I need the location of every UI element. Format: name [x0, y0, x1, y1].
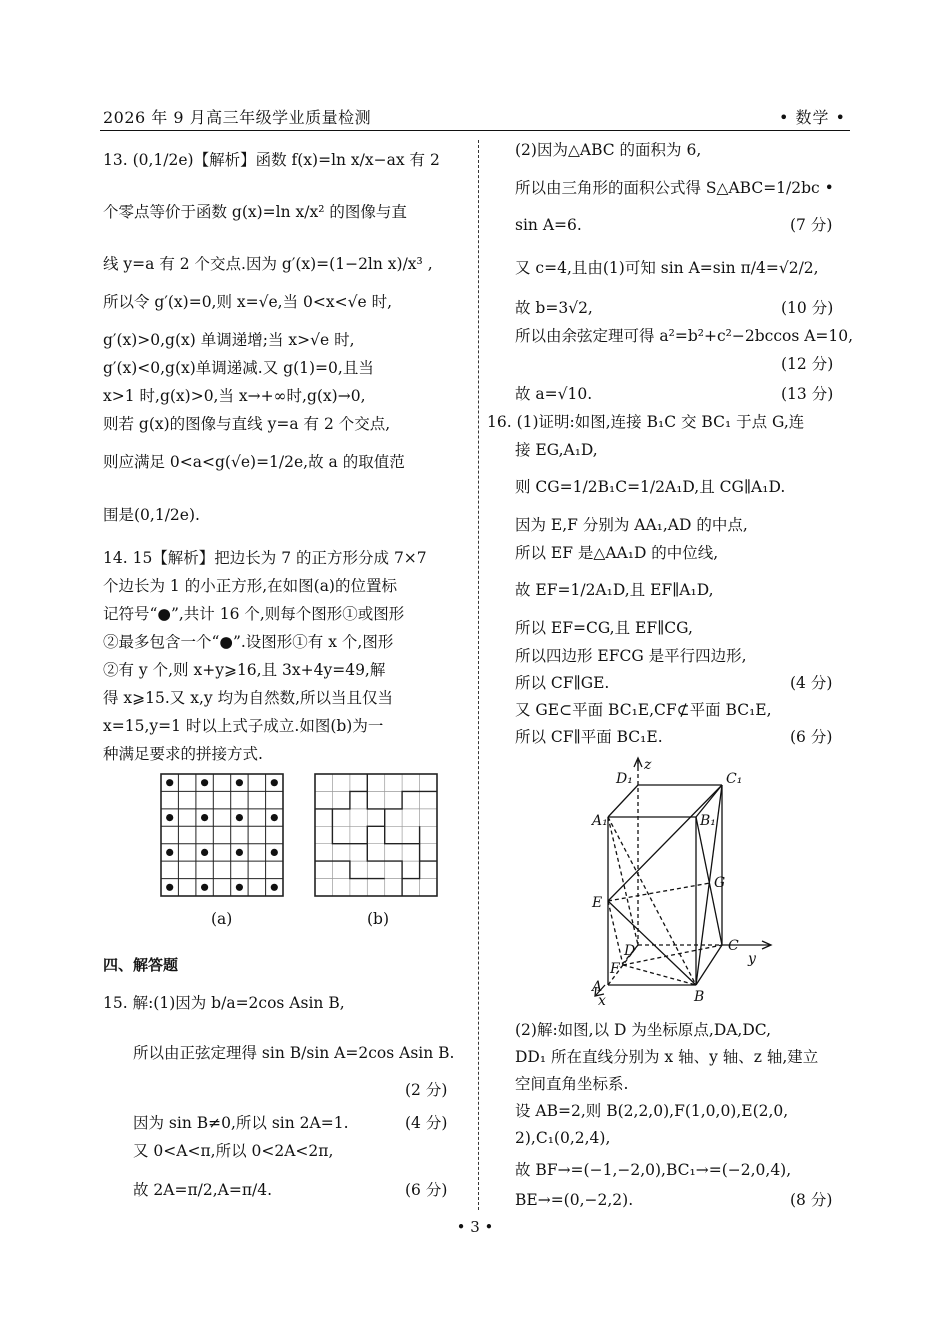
q14-line-1: 14. 15【解析】把边长为 7 的正方形分成 7×7 [103, 549, 427, 567]
q15-score-3: (6 分) [405, 1181, 448, 1199]
q16p2-line-1: (2)解:如图,以 D 为坐标原点,DA,DC, [515, 1021, 772, 1039]
header-subject: • 数学 • [778, 108, 846, 127]
label-C1: C₁ [726, 771, 743, 787]
q16p2-line-2: DD₁ 所在直线分别为 x 轴、y 轴、z 轴,建立 [515, 1048, 819, 1066]
q15p2-line-5: 故 b=3√2, [515, 299, 593, 317]
label-B: B [694, 989, 705, 1005]
q16-line-7: 所以 EF=CG,且 EF∥CG, [515, 619, 693, 637]
q16-line-11: 所以 CF∥平面 BC₁E. [515, 728, 663, 746]
q14-line-7: x=15,y=1 时以上式子成立.如图(b)为一 [103, 717, 384, 735]
grid-figure-b [314, 773, 440, 899]
q16-line-10: 又 GE⊂平面 BC₁E,CF⊄平面 BC₁E, [515, 701, 772, 719]
label-z: z [644, 757, 652, 773]
q14-line-4: ②最多包含一个“●”.设图形①有 x 个,图形 [103, 633, 394, 651]
label-D: D [624, 943, 636, 959]
q15p2-score-1: (7 分) [790, 216, 833, 234]
q15p2-line-7: 故 a=√10. [515, 385, 593, 403]
q16p2-line-4: 设 AB=2,则 B(2,2,0),F(1,0,0),E(2,0, [515, 1102, 789, 1120]
label-y: y [748, 951, 756, 967]
label-x: x [598, 993, 606, 1009]
header-rule [100, 130, 850, 131]
q13-line-8: 则若 g(x)的图像与直线 y=a 有 2 个交点, [103, 415, 391, 433]
q16-line-9: 所以 CF∥GE. [515, 674, 610, 692]
prism-figure [580, 755, 780, 1015]
page-number: • 3 • [456, 1218, 494, 1236]
q15-line-4: 又 0<A<π,所以 0<2A<2π, [133, 1142, 334, 1160]
q16-line-3: 则 CG=1/2B₁C=1/2A₁D,且 CG∥A₁D. [515, 478, 786, 496]
q16-line-1: 16. (1)证明:如图,连接 B₁C 交 BC₁ 于点 G,连 [487, 413, 805, 431]
q16p2-score: (8 分) [790, 1191, 833, 1209]
q13-line-1: 13. (0,1/2e)【解析】函数 f(x)=ln x/x−ax 有 2 [103, 151, 440, 169]
label-B1: B₁ [700, 813, 716, 829]
q14-line-6: 得 x⩾15.又 x,y 均为自然数,所以当且仅当 [103, 689, 394, 707]
column-divider [478, 140, 479, 1210]
label-E: E [592, 895, 603, 911]
q16-score-1: (4 分) [790, 674, 833, 692]
q15p2-line-2: 所以由三角形的面积公式得 S△ABC=1/2bc • [515, 179, 834, 197]
q13-line-3: 线 y=a 有 2 个交点.因为 g′(x)=(1−2ln x)/x³ , [103, 255, 433, 273]
label-D1: D₁ [616, 771, 633, 787]
section-heading: 四、解答题 [103, 956, 179, 974]
label-G: G [714, 875, 726, 891]
q15p2-score-3: (12 分) [781, 355, 834, 373]
q16-line-2: 接 EG,A₁D, [515, 441, 598, 459]
q15p2-score-2: (10 分) [781, 299, 834, 317]
q15-line-3: 因为 sin B≠0,所以 sin 2A=1. [133, 1114, 349, 1132]
q15-score-1: (2 分) [405, 1081, 448, 1099]
q13-line-7: x>1 时,g(x)>0,当 x→+∞时,g(x)→0, [103, 387, 366, 405]
q13-line-4: 所以令 g′(x)=0,则 x=√e,当 0<x<√e 时, [103, 293, 393, 311]
q13-line-2: 个零点等价于函数 g(x)=ln x/x² 的图像与直 [103, 203, 407, 221]
q16-score-2: (6 分) [790, 728, 833, 746]
label-F: F [610, 961, 620, 977]
q16p2-line-7: BE→=(0,−2,2). [515, 1191, 634, 1209]
label-C: C [728, 938, 739, 954]
q15-line-5: 故 2A=π/2,A=π/4. [133, 1181, 273, 1199]
q16-line-5: 所以 EF 是△AA₁D 的中位线, [515, 544, 719, 562]
header-title: 2026 年 9 月高三年级学业质量检测 [103, 108, 372, 127]
label-A1: A₁ [592, 813, 608, 829]
q15p2-line-4: 又 c=4,且由(1)可知 sin A=sin π/4=√2/2, [515, 259, 819, 277]
q15-score-2: (4 分) [405, 1114, 448, 1132]
q14-line-3: 记符号“●”,共计 16 个,则每个图形①或图形 [103, 605, 405, 623]
q15-line-2: 所以由正弦定理得 sin B/sin A=2cos Asin B. [133, 1044, 455, 1062]
q13-line-9: 则应满足 0<a<g(√e)=1/2e,故 a 的取值范 [103, 453, 405, 471]
q16p2-line-3: 空间直角坐标系. [515, 1075, 629, 1093]
q16-line-8: 所以四边形 EFCG 是平行四边形, [515, 647, 747, 665]
q15p2-line-3: sin A=6. [515, 216, 582, 234]
figure-a-label: (a) [211, 910, 233, 928]
q15p2-score-4: (13 分) [781, 385, 834, 403]
q15p2-line-1: (2)因为△ABC 的面积为 6, [515, 141, 702, 159]
q13-line-6: g′(x)<0,g(x)单调递减.又 g(1)=0,且当 [103, 359, 374, 377]
q13-line-10: 围是(0,1/2e). [103, 506, 200, 524]
q16-line-6: 故 EF=1/2A₁D,且 EF∥A₁D, [515, 581, 714, 599]
q13-line-5: g′(x)>0,g(x) 单调递增;当 x>√e 时, [103, 331, 355, 349]
q14-line-2: 个边长为 1 的小正方形,在如图(a)的位置标 [103, 577, 397, 595]
q14-line-8: 种满足要求的拼接方式. [103, 745, 263, 763]
q15-line-1: 15. 解:(1)因为 b/a=2cos Asin B, [103, 994, 345, 1012]
q16-line-4: 因为 E,F 分别为 AA₁,AD 的中点, [515, 516, 748, 534]
q15p2-line-6: 所以由余弦定理可得 a²=b²+c²−2bccos A=10, [515, 327, 854, 345]
q16p2-line-5: 2),C₁(0,2,4), [515, 1129, 611, 1147]
q16p2-line-6: 故 BF→=(−1,−2,0),BC₁→=(−2,0,4), [515, 1161, 792, 1179]
q14-line-5: ②有 y 个,则 x+y⩾16,且 3x+4y=49,解 [103, 661, 386, 679]
figure-b-label: (b) [367, 910, 390, 928]
label-A: A [592, 979, 603, 995]
grid-figure-a [160, 773, 286, 899]
